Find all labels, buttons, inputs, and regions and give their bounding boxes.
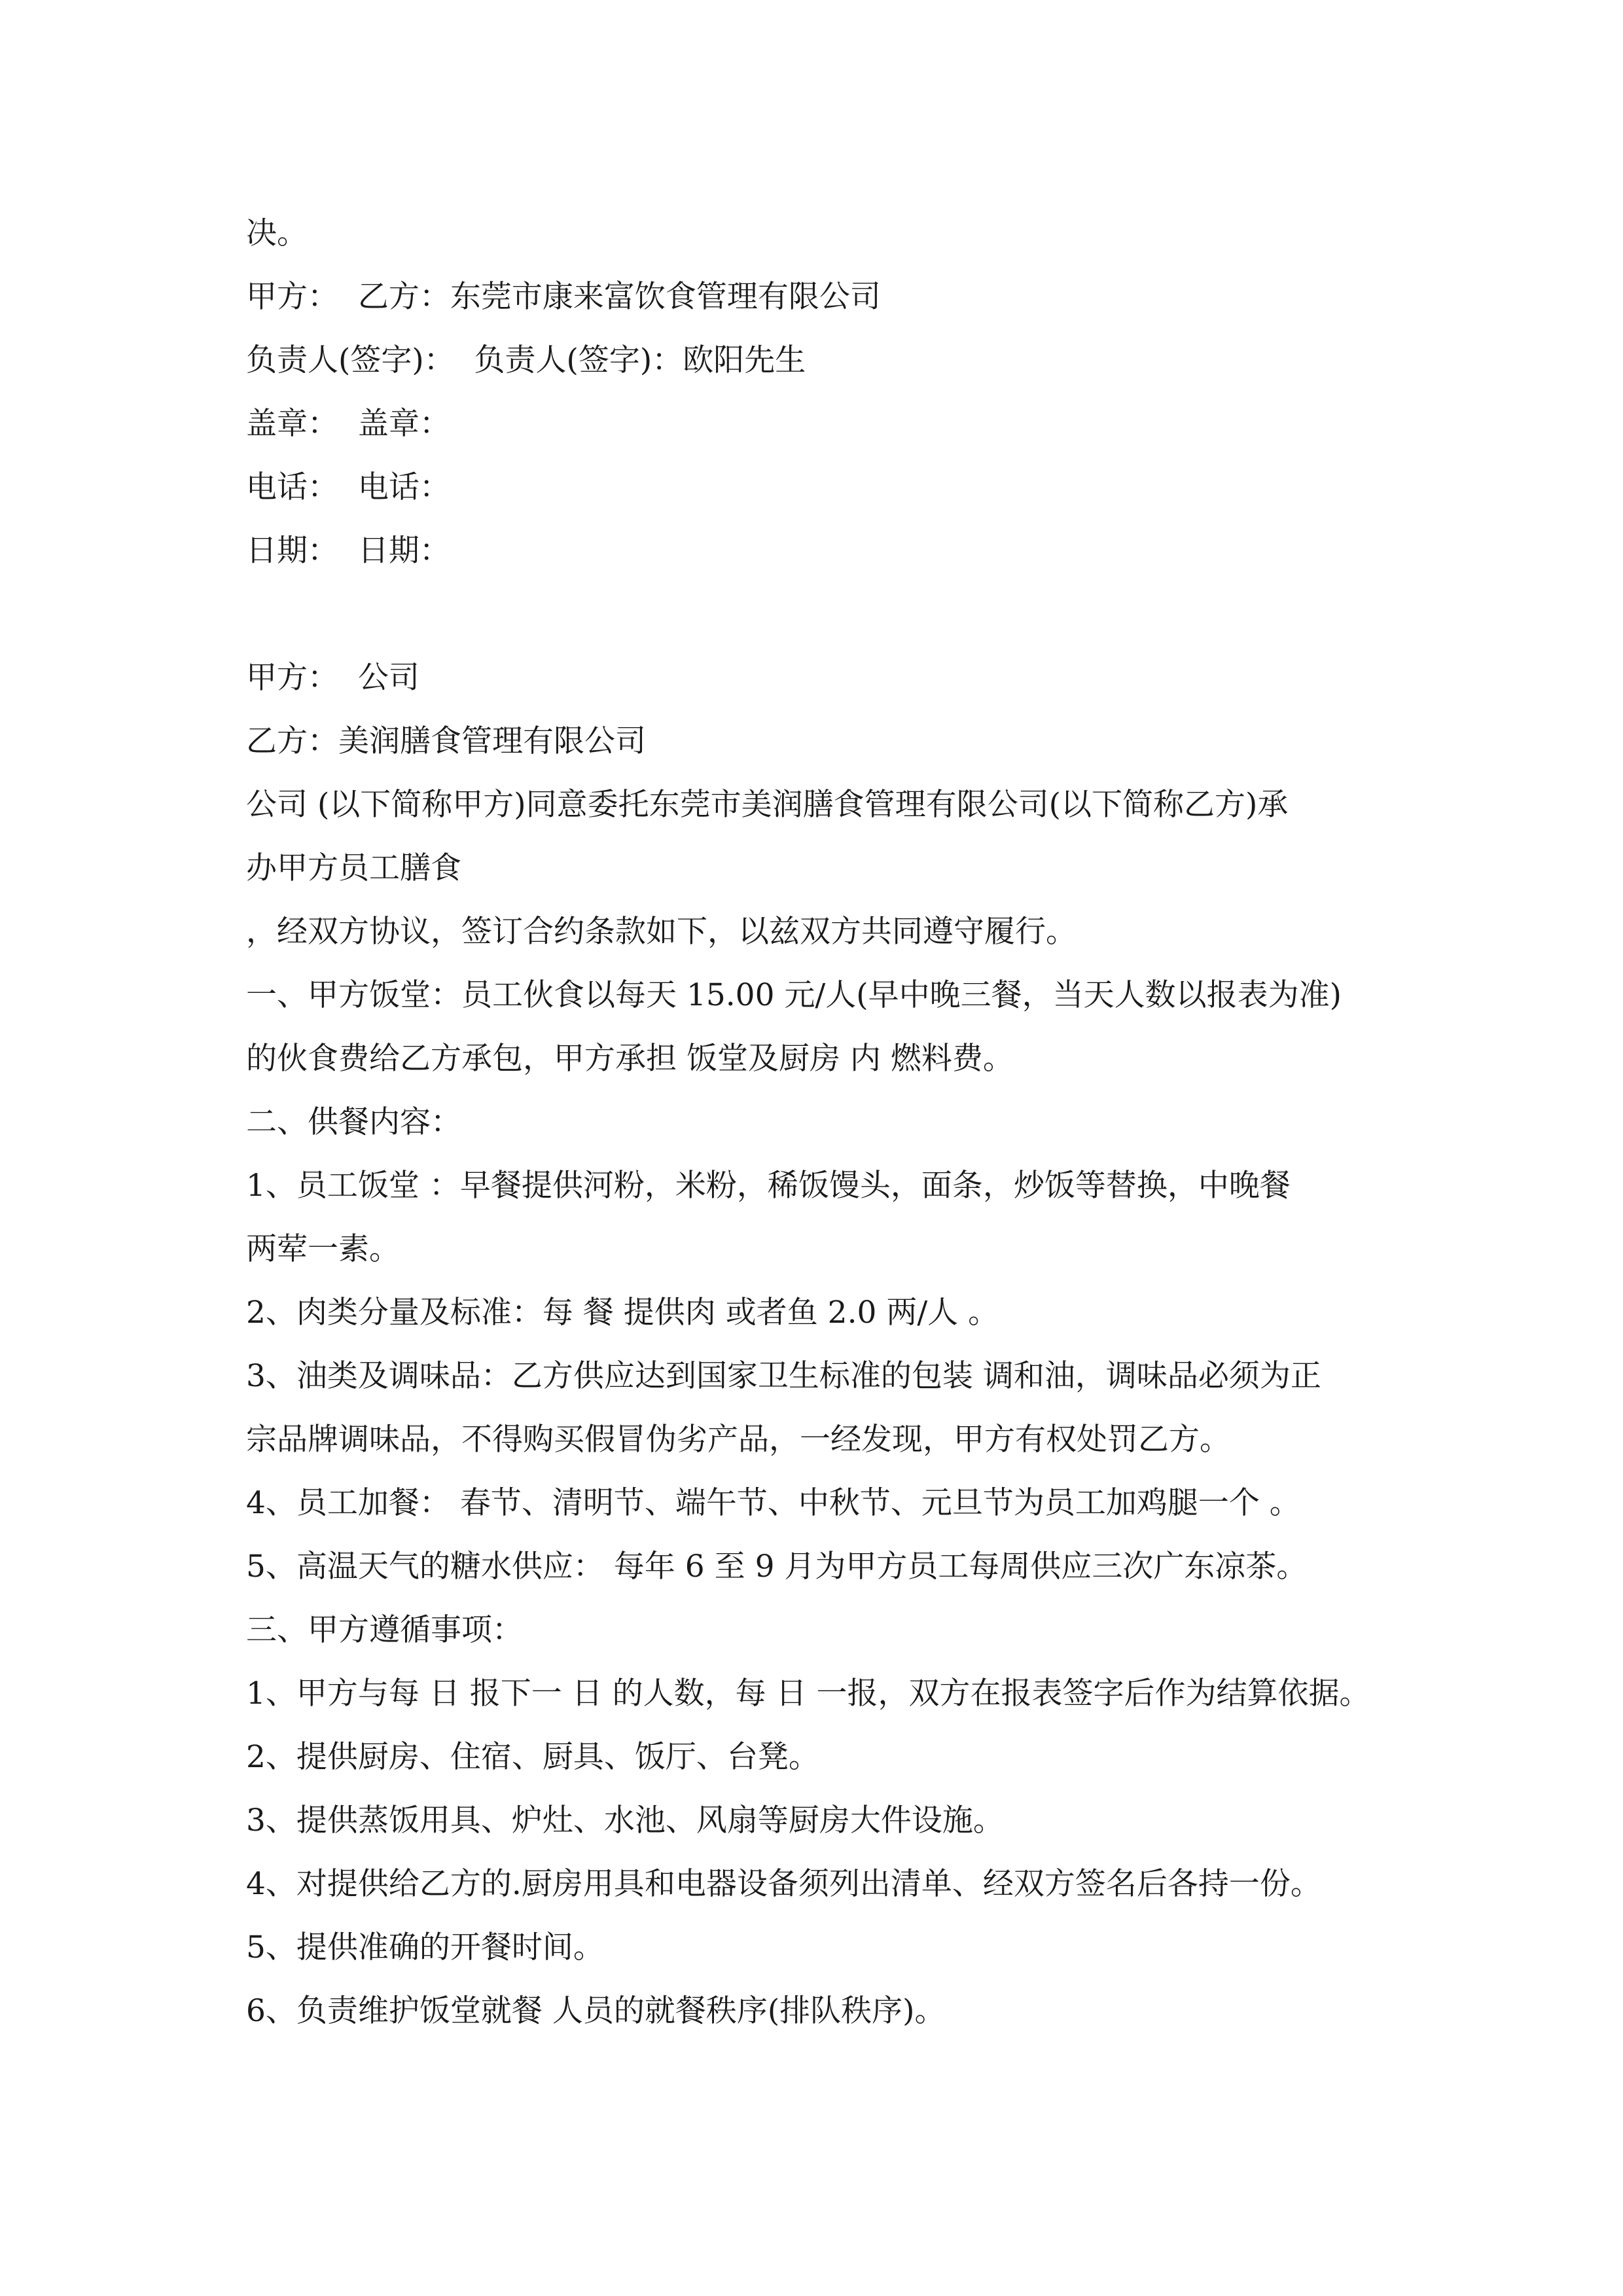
text-line: 2、提供厨房、住宿、厨具、饭厅、台凳。: [246, 1739, 819, 1775]
text-line: 乙方：美润膳食管理有限公司: [246, 723, 646, 759]
text-line: 1、员工饭堂 ：早餐提供河粉，米粉，稀饭馒头，面条，炒饭等替换，中晚餐: [246, 1168, 1291, 1204]
text-line: 日期： 日期：: [246, 533, 450, 569]
text-line: 5、高温天气的糖水供应： 每年 6 至 9 月为甲方员工每周供应三次广东凉茶。: [246, 1549, 1308, 1585]
text-line: 5、提供准确的开餐时间。: [246, 1929, 604, 1965]
text-line: 公司 (以下简称甲方)同意委托东莞市美润膳食管理有限公司(以下简称乙方)承: [246, 787, 1289, 823]
text-line: ，经双方协议，签订合约条款如下，以兹双方共同遵守履行。: [246, 914, 1077, 950]
text-line: 电话： 电话：: [246, 469, 450, 505]
text-line: 3、提供蒸饭用具、炉灶、水池、风扇等厨房大件设施。: [246, 1803, 1004, 1839]
text-line: 办甲方员工膳食: [246, 850, 461, 886]
text-line: 的伙食费给乙方承包，甲方承担 饭堂及厨房 内 燃料费。: [246, 1041, 1014, 1077]
blank-line: [246, 583, 1411, 646]
text-line: 两荤一素。: [246, 1231, 400, 1267]
text-line: 盖章： 盖章：: [246, 406, 450, 442]
document-body: [246, 202, 1411, 2043]
section-heading: 二、供餐内容：: [246, 1104, 461, 1140]
text-line: 决。: [246, 215, 308, 251]
text-line: 一、甲方饭堂：员工伙食以每天 15.00 元/人(早中晚三餐，当天人数以报表为准): [246, 977, 1342, 1013]
text-line: 6、负责维护饭堂就餐 人员的就餐秩序(排队秩序)。: [246, 1993, 946, 2029]
text-line: 4、员工加餐： 春节、清明节、端午节、中秋节、元旦节为员工加鸡腿一个 。: [246, 1485, 1300, 1521]
text-line: 甲方： 公司: [246, 660, 419, 696]
text-line: 负责人(签字)： 负责人(签字)：欧阳先生: [246, 342, 806, 378]
text-line: 3、油类及调味品：乙方供应达到国家卫生标准的包装 调和油，调味品必须为正: [246, 1358, 1321, 1394]
text-line: 4、对提供给乙方的.厨房用具和电器设备须列出清单、经双方签名后各持一份。: [246, 1866, 1321, 1902]
text-line: 2、肉类分量及标准：每 餐 提供肉 或者鱼 2.0 两/人 。: [246, 1295, 999, 1331]
section-heading: 三、甲方遵循事项：: [246, 1612, 523, 1648]
text-line: 1、甲方与每 日 报下一 日 的人数，每 日 一报，双方在报表签字后作为结算依据。: [246, 1676, 1370, 1712]
text-line: 甲方： 乙方：东莞市康来富饮食管理有限公司: [246, 279, 881, 315]
text-line: 宗品牌调味品，不得购买假冒伪劣产品，一经发现，甲方有权处罚乙方。: [246, 1422, 1230, 1458]
